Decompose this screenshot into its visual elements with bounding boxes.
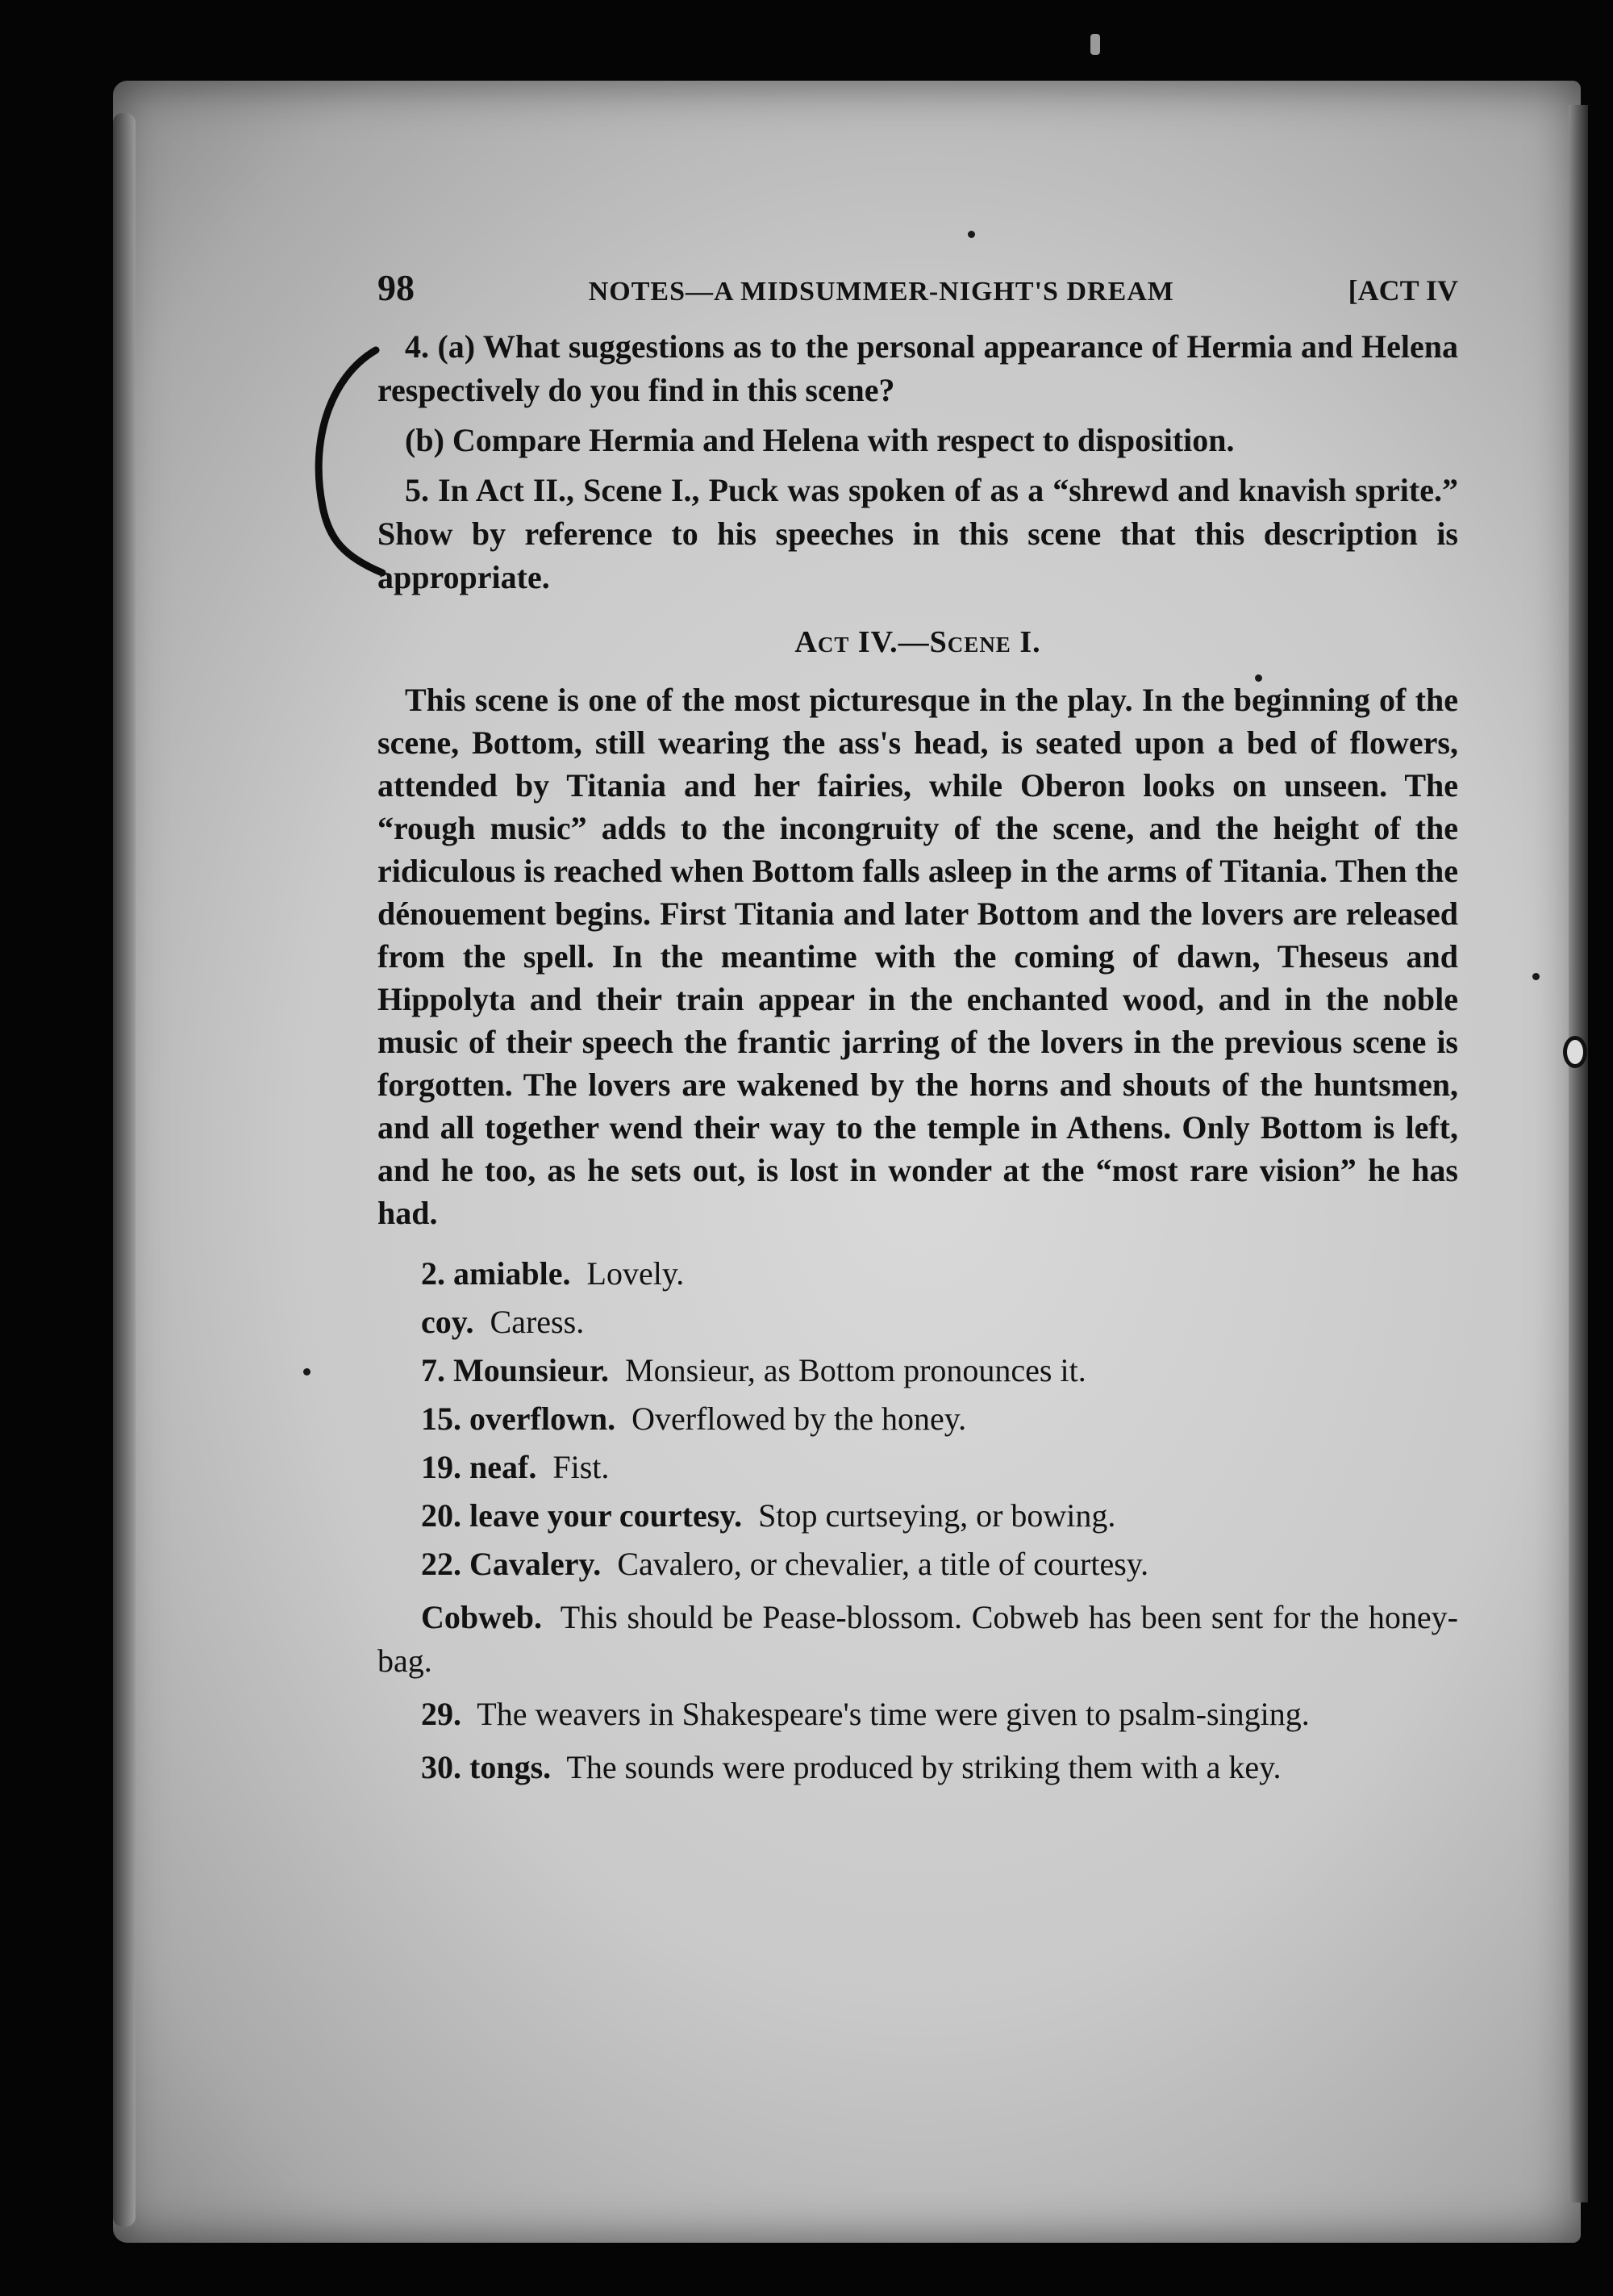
scene-introduction: This scene is one of the most picturesque in the play. In the beginning of the scene, Bottom, still wearing the ass's head, is seated upon a bed of flowers, attended by Titania and her fairies, while Oberon looks on unseen. The “rough music” adds to the incongruity of the scene, and the height of the ridiculous is reached when Bottom falls asleep in the arms of Titania. Then the dénouement begins. First Titania and later Bottom and the lovers are released from the spell. In the meantime with the coming of dawn, Theseus and Hippolyta and their train appear in the enchanted wood, and in the noble music of their speech the frantic jarring of the lovers in the previous scene is forgotten. The lovers are wakened by the horns and shouts of the huntsmen, and all together wend their way to the temple in Athens. Only Bottom is left, and he too, as he sets out, is lost in wonder at the “most rare vision” he has had. xyxy=(377,682,1458,1231)
margin-dot xyxy=(303,1368,311,1376)
line-number: 7. xyxy=(421,1352,445,1388)
adjacent-page-edge xyxy=(1569,105,1588,2202)
note-term: leave your courtesy. xyxy=(469,1497,743,1534)
note-term: neaf. xyxy=(469,1449,537,1485)
page-number: 98 xyxy=(377,267,415,308)
note-gloss: Monsieur, as Bottom pronounces it. xyxy=(625,1352,1086,1388)
note-gloss: Stop curtseying, or bowing. xyxy=(758,1497,1116,1534)
note-line xyxy=(377,1252,1458,1296)
line-number: 20. xyxy=(421,1497,461,1534)
margin-dot xyxy=(968,231,975,238)
scan-smudge xyxy=(1090,34,1100,55)
running-header xyxy=(377,266,1458,314)
note-line xyxy=(377,1446,1458,1489)
line-number: 29. xyxy=(421,1696,461,1732)
line-number: 2. xyxy=(421,1255,445,1292)
page-left-edge xyxy=(113,113,135,2227)
note-gloss: The weavers in Shakespeare's time were given to psalm-singing. xyxy=(477,1696,1310,1732)
note-term: tongs. xyxy=(469,1749,552,1785)
line-number: 15. xyxy=(421,1401,461,1437)
scene-heading: Act IV.—Scene I. xyxy=(794,625,1041,659)
note-gloss: The sounds were produced by striking them with a key. xyxy=(566,1749,1282,1785)
note-gloss: This should be Pease-blossom. Cobweb has been sent for the honey-bag. xyxy=(377,1599,1459,1679)
note-gloss: Cavalero, or chevalier, a title of courtesy. xyxy=(617,1546,1149,1582)
page-text xyxy=(377,266,1458,1789)
note-term: coy. xyxy=(421,1304,474,1340)
note-term: Cobweb. xyxy=(421,1599,543,1635)
note-term: amiable. xyxy=(453,1255,571,1292)
note-gloss: Lovely. xyxy=(586,1255,685,1292)
note-paragraph xyxy=(377,1693,1458,1736)
note-term: overflown. xyxy=(469,1401,616,1437)
running-title: NOTES—A MIDSUMMER-NIGHT'S DREAM xyxy=(588,277,1174,307)
note-gloss: Overflowed by the honey. xyxy=(631,1401,967,1437)
note-term: Mounsieur. xyxy=(453,1352,610,1388)
note-paragraph xyxy=(377,1746,1458,1789)
note-line xyxy=(377,1300,1458,1344)
note-line xyxy=(377,1494,1458,1538)
note-line xyxy=(377,1349,1458,1392)
margin-dot xyxy=(1532,973,1540,980)
question-4a: 4. (a) What suggestions as to the personal appearance of Hermia and Helena respectively do you find in this scene? xyxy=(377,328,1458,408)
question-5: 5. In Act II., Scene I., Puck was spoken of as a “shrewd and knavish sprite.” Show by reference to his speeches in this scene that this description is appropriate. xyxy=(377,472,1458,595)
question-4b: (b) Compare Hermia and Helena with respect to disposition. xyxy=(405,422,1235,458)
note-line xyxy=(377,1397,1458,1441)
section-label: [ACT IV xyxy=(1348,274,1458,307)
note-term: Cavalery. xyxy=(469,1546,602,1582)
note-gloss: Fist. xyxy=(552,1449,610,1485)
note-gloss: Caress. xyxy=(490,1304,585,1340)
binding-ring xyxy=(1563,1036,1587,1068)
line-number: 30. xyxy=(421,1749,461,1785)
note-paragraph xyxy=(377,1596,1458,1683)
note-line xyxy=(377,1542,1458,1586)
line-number: 22. xyxy=(421,1546,461,1582)
line-number: 19. xyxy=(421,1449,461,1485)
